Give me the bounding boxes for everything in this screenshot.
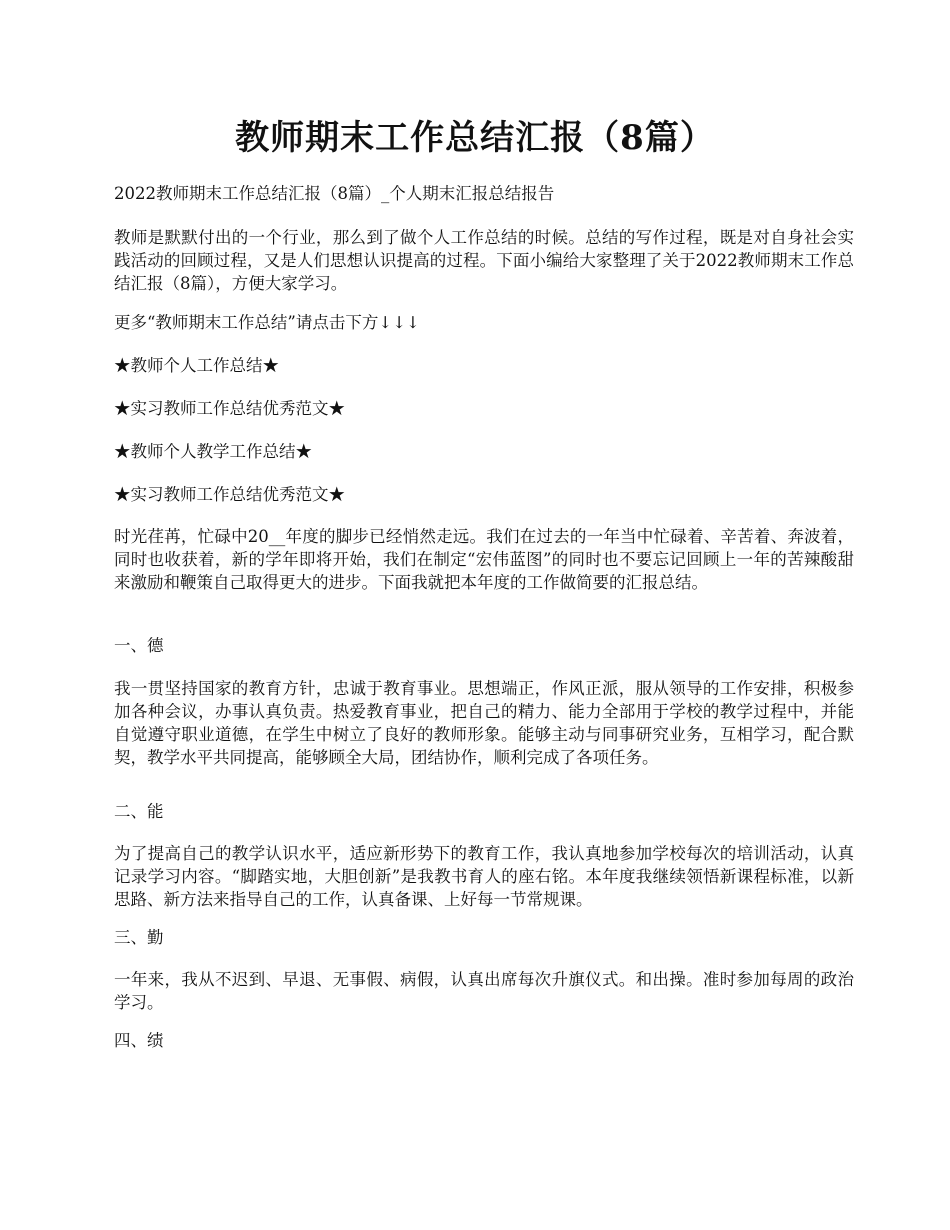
article-link-4[interactable]: ★实习教师工作总结优秀范文★	[114, 485, 345, 504]
section-heading-neng: 二、能	[114, 802, 164, 821]
section-heading-ji: 四、绩	[114, 1031, 164, 1050]
section-heading-qin: 三、勤	[114, 928, 164, 947]
document-subtitle: 2022教师期末工作总结汇报（8篇）_个人期末汇报总结报告	[114, 184, 555, 203]
document-title: 教师期末工作总结汇报（8篇）	[235, 118, 715, 158]
article-link-2[interactable]: ★实习教师工作总结优秀范文★	[114, 399, 345, 418]
section-body-de: 我一贯坚持国家的教育方针，忠诚于教育事业。思想端正，作风正派，服从领导的工作安排，积极参加各种会议，办事认真负责。热爱教育事业，把自己的精力、能力全部用于学校的教学过程中，并能自觉遵守职业道德，在学生中树立了良好的教师形象。能够主动与同事研究业务，互相学习，配合默契，教学水平共同提高，能够顾全大局，团结协作，顺利完成了各项任务。	[114, 679, 854, 767]
section-heading-de: 一、德	[114, 636, 164, 655]
section-body-neng: 为了提高自己的教学认识水平，适应新形势下的教育工作，我认真地参加学校每次的培训活动，认真记录学习内容。“脚踏实地，大胆创新”是我教书育人的座右铭。本年度我继续领悟新课程标准，以新思路、新方法来指导自己的工作，认真备课、上好每一节常规课。	[114, 844, 854, 909]
article-link-3[interactable]: ★教师个人教学工作总结★	[114, 442, 312, 461]
more-link-text: 更多“教师期末工作总结”请点击下方↓↓↓	[114, 313, 420, 332]
intro-paragraph: 教师是默默付出的一个行业，那么到了做个人工作总结的时候。总结的写作过程，既是对自身社会实践活动的回顾过程，又是人们思想认识提高的过程。下面小编给大家整理了关于2022教师期末工作总结汇报（8篇），方便大家学习。	[114, 228, 854, 293]
section-body-qin: 一年来，我从不迟到、早退、无事假、病假，认真出席每次升旗仪式。和出操。准时参加每周的政治学习。	[114, 970, 854, 1012]
opening-paragraph: 时光荏苒，忙碌中20__年度的脚步已经悄然走远。我们在过去的一年当中忙碌着、辛苦着、奔波着，同时也收获着，新的学年即将开始，我们在制定“宏伟蓝图”的同时也不要忘记回顾上一年的苦辣酸甜来激励和鞭策自己取得更大的进步。下面我就把本年度的工作做简要的汇报总结。	[114, 527, 854, 592]
article-link-1[interactable]: ★教师个人工作总结★	[114, 356, 279, 375]
